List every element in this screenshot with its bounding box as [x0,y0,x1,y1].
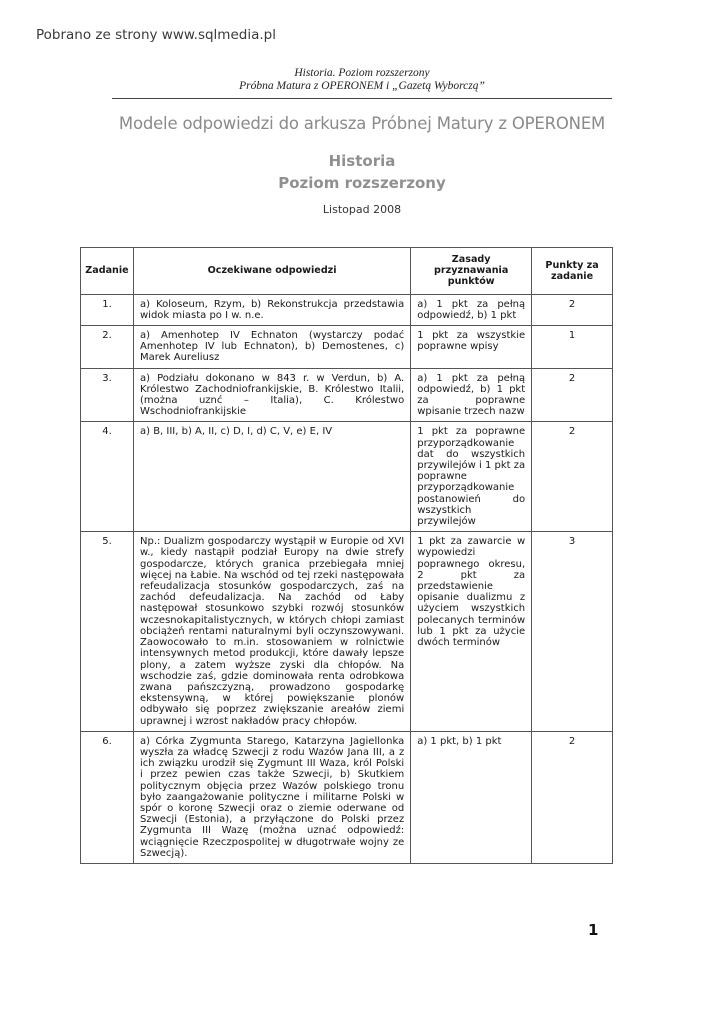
expected-answer: a) Córka Zygmunta Starego, Katarzyna Jagiellonka wyszła za władcę Szwecji z rodu Wazów Jana III, a z ich związku urodził się Zygmunt III Waza, król Polski i przez pewien czas także Szwecji, b) Skutkiem politycznym objęcia przez Wazów polskiego tronu było zaangażowanie polityczne i militarne Polski w spór o koronę Szwecji oraz o ziemie oderwane od Szwecji (Estonia), a przyłączone do Polski przez Zygmunta III Wazę (można uznać odpowiedź: wciągnięcie Rzeczpospolitej w długotrwałe wojny ze Szwecją). [133,731,410,863]
task-number: 2. [81,326,134,369]
table-header-row [81,248,613,295]
table-row [81,422,613,532]
expected-answer: Np.: Dualizm gospodarczy wystąpił w Europie od XVI w., kiedy nastąpił podział Europy na dwie strefy gospodarcze, których granica przebiegała mniej więcej na Łabie. Na wschód od tej rzeki następowała refeudalizacja stosunków gospodarczych, zaś na zachód defeudalizacja. Na zachód od Łaby następował stosunkowo szybki rozwój stosunków wczesnokapitalistycznych, w których chłopi zamiast obciążeń rentami naturalnymi byli oczynszowywani. Zaowocowało to m.in. stosowaniem w rolnictwie intensywnych metod produkcji, które dawały lepsze plony, a zatem wyższe zyski dla chłopów. Na wschodzie zaś, gdzie dominowała renta odrobkowa zwana pańszczyzną, prowadzono gospodarkę ekstensywną, w której powiększanie plonów odbywało się poprzez zwiększanie areałów ziemi uprawnej i wzrost nakładów pracy chłopów. [133,532,410,731]
task-points: 2 [532,368,613,422]
expected-answer: a) B, III, b) A, II, c) D, I, d) C, V, e) E, IV [133,422,410,532]
header-divider [112,98,612,99]
header-task: Zadanie [81,248,134,295]
table-row [81,326,613,369]
scoring-rules: a) 1 pkt za pełną odpowiedź, b) 1 pkt [411,294,532,325]
page-number: 1 [588,921,599,939]
table-row [81,368,613,422]
expected-answer: a) Podziału dokonano w 843 r. w Verdun, b) A. Królestwo Zachodniofrankijskie, B. Królestwo Italii, (można uznć – Italia), C. Królestwo Wschodniofrankijskie [133,368,410,422]
running-head-line-1: Historia. Poziom rozszerzony [294,67,430,79]
running-head [112,67,612,93]
header-points: Punkty za zadanie [532,248,613,295]
expected-answer: a) Amenhotep IV Echnaton (wystarczy podać Amenhotep IV lub Echnaton), b) Demostenes, c) Marek Aureliusz [133,326,410,369]
task-number: 4. [81,422,134,532]
task-points: 3 [532,532,613,731]
subject-level: Poziom rozszerzony [278,174,446,192]
document-date: Listopad 2008 [322,203,402,216]
scoring-rules: a) 1 pkt za pełną odpowiedź, b) 1 pkt za poprawne wpisanie trzech nazw [411,368,532,422]
document-title: Modele odpowiedzi do arkusza Próbnej Matury z OPERONEM [118,114,606,133]
scoring-rules: 1 pkt za poprawne przyporządkowanie dat do wszystkich przywilejów i 1 pkt za poprawne przyporządkowanie postanowień do wszystkich przywilejów [411,422,532,532]
answer-key-table [80,247,613,864]
table-row [81,294,613,325]
source-line: Pobrano ze strony www.sqlmedia.pl [36,27,276,43]
task-number: 6. [81,731,134,863]
subject-block [112,150,612,194]
task-points: 2 [532,294,613,325]
subject-name: Historia [328,152,396,170]
header-answer: Oczekiwane odpowiedzi [133,248,410,295]
scoring-rules: 1 pkt za zawarcie w wypowiedzi poprawnego okresu, 2 pkt za przedstawienie opisanie dualizmu z użyciem wszystkich polecanych terminów lub 1 pkt za użycie dwóch terminów [411,532,532,731]
task-number: 3. [81,368,134,422]
task-number: 5. [81,532,134,731]
running-head-line-2: Próbna Matura z OPERONEM i „Gazetą Wyborczą” [239,80,485,92]
task-points: 1 [532,326,613,369]
table-row [81,532,613,731]
header-rules: Zasady przyznawania punktów [411,248,532,295]
task-number: 1. [81,294,134,325]
expected-answer: a) Koloseum, Rzym, b) Rekonstrukcja przedstawia widok miasta po I w. n.e. [133,294,410,325]
table-row [81,731,613,863]
scoring-rules: a) 1 pkt, b) 1 pkt [411,731,532,863]
scoring-rules: 1 pkt za wszystkie poprawne wpisy [411,326,532,369]
task-points: 2 [532,731,613,863]
task-points: 2 [532,422,613,532]
